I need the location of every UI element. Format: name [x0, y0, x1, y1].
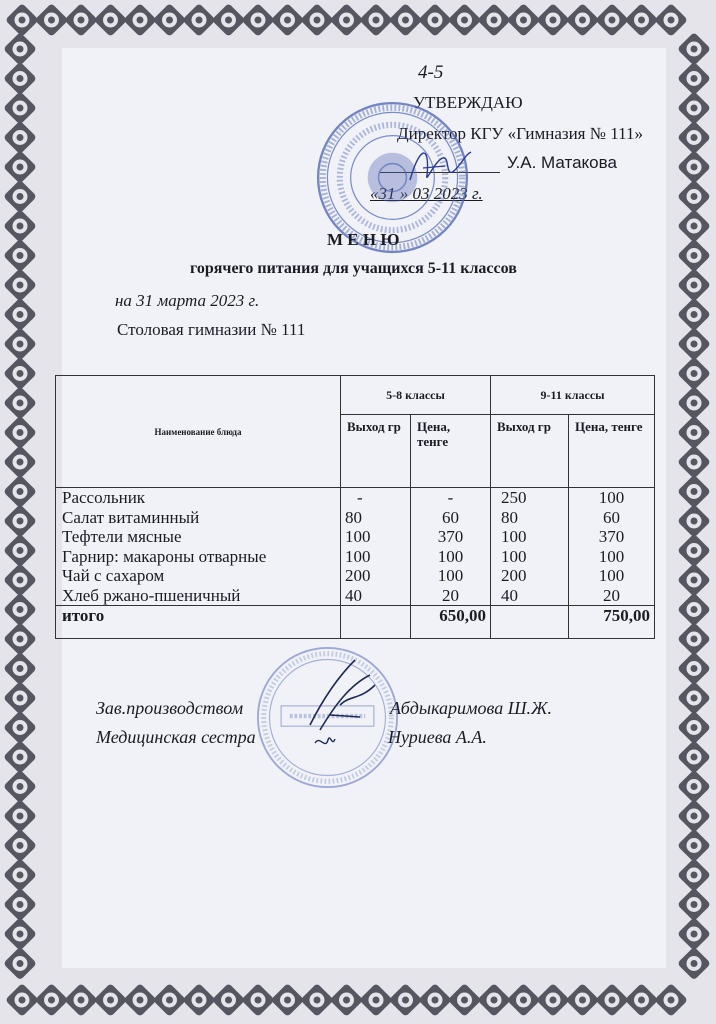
border-ornament [330, 3, 364, 37]
director-name: У.А. Матакова [507, 153, 617, 172]
border-ornament [241, 983, 275, 1017]
border-ornament [654, 3, 688, 37]
border-ornament [677, 652, 711, 686]
border-ornament [3, 563, 37, 597]
page-ref: 4-5 [418, 62, 444, 83]
border-ornament [3, 593, 37, 627]
border-ornament [625, 983, 659, 1017]
border-ornament [3, 740, 37, 774]
border-ornament [35, 983, 69, 1017]
border-ornament [418, 983, 452, 1017]
border-ornament [3, 475, 37, 509]
border-ornament [153, 3, 187, 37]
price-value: 20 [442, 585, 459, 605]
border-ornament [677, 62, 711, 96]
border-ornament [566, 3, 600, 37]
yield-value: 200 [501, 566, 527, 585]
dish-name: Гарнир: макароны отварные [62, 546, 267, 566]
border-ornament [677, 150, 711, 184]
border-ornament [300, 983, 334, 1017]
border-ornament [677, 770, 711, 804]
border-ornament [654, 983, 688, 1017]
border-ornament [677, 711, 711, 745]
border-ornament [677, 593, 711, 627]
border-ornament [3, 91, 37, 125]
border-ornament [3, 858, 37, 892]
border-ornament [212, 983, 246, 1017]
price-value: - [447, 488, 454, 507]
border-ornament [507, 983, 541, 1017]
border-ornament [448, 3, 482, 37]
border-ornament [677, 888, 711, 922]
border-ornament [677, 740, 711, 774]
dish-name: Рассольник [62, 488, 146, 507]
price-value: 60 [603, 507, 621, 527]
dish-names-cell [56, 488, 341, 606]
border-ornament [3, 298, 37, 332]
border-ornament [64, 3, 98, 37]
border-ornament [3, 622, 37, 656]
yield-value: 250 [501, 488, 527, 507]
dish-name: Салат витаминный [62, 507, 200, 527]
price-value: 20 [603, 585, 621, 605]
price-value: 370 [437, 527, 464, 546]
director-title: Директор КГУ «Гимназия № 111» [397, 124, 643, 143]
border-ornament [3, 504, 37, 538]
approve-label: УТВЕРЖДАЮ [413, 93, 523, 112]
yield-9-11-cell [491, 488, 569, 606]
border-ornament [271, 3, 305, 37]
border-ornament [677, 475, 711, 509]
page-title: М Е Н Ю [327, 230, 400, 249]
yield-value: 100 [345, 527, 371, 546]
border-ornament [94, 983, 128, 1017]
menu-date: на 31 марта 2023 г. [115, 291, 260, 310]
border-ornament [3, 770, 37, 804]
price-value: 370 [598, 527, 625, 546]
border-ornament [3, 416, 37, 450]
yield-value: 80 [501, 507, 519, 527]
border-ornament [3, 799, 37, 833]
price-5-8-cell [411, 488, 491, 606]
yield-5-8-cell [341, 488, 411, 606]
border-ornament [677, 32, 711, 66]
border-ornament [182, 983, 216, 1017]
yield-value: 100 [345, 546, 371, 566]
total-label: итого [56, 606, 341, 639]
border-ornament [677, 180, 711, 214]
border-ornament [3, 445, 37, 479]
border-ornament [182, 3, 216, 37]
border-ornament [35, 3, 69, 37]
price-value: 60 [442, 507, 459, 527]
border-ornament [677, 504, 711, 538]
role-nurse: Медицинская сестра [96, 727, 256, 747]
border-ornament [677, 917, 711, 951]
border-ornament [300, 3, 334, 37]
name-production-manager: Абдыкаримова Ш.Ж. [390, 698, 552, 718]
manager-signature [300, 655, 390, 755]
total-empty-cell [341, 606, 411, 639]
yield-value: - [357, 488, 363, 507]
border-ornament [3, 829, 37, 863]
border-ornament [536, 983, 570, 1017]
border-ornament [595, 983, 629, 1017]
border-ornament [677, 681, 711, 715]
border-ornament [677, 858, 711, 892]
border-ornament [241, 3, 275, 37]
border-ornament [677, 947, 711, 981]
price-value: 100 [598, 566, 625, 585]
border-ornament [3, 652, 37, 686]
name-nurse: Нуриева А.А. [388, 727, 487, 747]
border-ornament [94, 3, 128, 37]
border-ornament [359, 983, 393, 1017]
border-ornament [359, 3, 393, 37]
role-production-manager: Зав.производством [96, 698, 244, 718]
border-ornament [677, 268, 711, 302]
total-empty-cell [491, 606, 569, 639]
border-ornament [3, 150, 37, 184]
column-header-price: Цена, тенге [569, 415, 655, 488]
border-ornament [625, 3, 659, 37]
yield-value: 200 [345, 566, 371, 585]
border-ornament [3, 357, 37, 391]
border-ornament [389, 3, 423, 37]
border-ornament [3, 917, 37, 951]
dish-name: Тефтели мясные [62, 527, 182, 546]
border-ornament [477, 3, 511, 37]
border-ornament [677, 327, 711, 361]
total-5-8: 650,00 [411, 606, 491, 639]
border-ornament [3, 209, 37, 243]
price-9-11-cell [569, 488, 655, 606]
border-ornament [3, 681, 37, 715]
border-ornament [677, 445, 711, 479]
border-ornament [418, 3, 452, 37]
border-ornament [5, 983, 39, 1017]
price-value: 100 [437, 546, 464, 566]
border-ornament [677, 416, 711, 450]
border-ornament [677, 622, 711, 656]
dish-name: Чай с сахаром [62, 566, 165, 585]
price-value: 100 [598, 488, 625, 507]
border-ornament [677, 563, 711, 597]
border-ornament [677, 534, 711, 568]
border-ornament [507, 3, 541, 37]
yield-value: 100 [501, 527, 527, 546]
yield-value: 100 [501, 546, 527, 566]
dish-name: Хлеб ржано-пшеничный [62, 585, 241, 605]
border-ornament [677, 357, 711, 391]
border-ornament [536, 3, 570, 37]
price-value: 100 [437, 566, 464, 585]
column-header-yield: Выход гр [491, 415, 569, 488]
border-ornament [595, 3, 629, 37]
border-ornament [3, 534, 37, 568]
border-ornament [123, 983, 157, 1017]
border-ornament [3, 62, 37, 96]
border-ornament [448, 983, 482, 1017]
border-ornament [271, 983, 305, 1017]
yield-value: 40 [501, 585, 519, 605]
border-ornament [677, 829, 711, 863]
border-ornament [212, 3, 246, 37]
border-ornament [677, 386, 711, 420]
border-ornament [677, 209, 711, 243]
border-ornament [566, 983, 600, 1017]
approval-date: «31 » 03 2023 г. [370, 184, 483, 203]
border-ornament [64, 983, 98, 1017]
canteen-name: Столовая гимназии № 111 [117, 320, 306, 339]
border-ornament [677, 121, 711, 155]
border-ornament [3, 888, 37, 922]
menu-table [55, 375, 655, 639]
border-ornament [3, 32, 37, 66]
yield-value: 40 [345, 585, 362, 605]
column-group-5-8: 5-8 классы [341, 376, 491, 415]
border-ornament [330, 983, 364, 1017]
border-ornament [3, 180, 37, 214]
border-ornament [477, 983, 511, 1017]
border-ornament [3, 327, 37, 361]
border-ornament [677, 298, 711, 332]
column-header-dish: Наименование блюда [56, 376, 341, 488]
border-ornament [3, 121, 37, 155]
column-group-9-11: 9-11 классы [491, 376, 655, 415]
total-9-11: 750,00 [569, 606, 655, 639]
column-header-price: Цена, тенге [411, 415, 491, 488]
yield-value: 80 [345, 507, 362, 527]
border-ornament [3, 947, 37, 981]
director-signature [405, 140, 475, 190]
border-ornament [123, 3, 157, 37]
page-subtitle: горячего питания для учащихся 5-11 классов [190, 260, 517, 277]
border-ornament [677, 239, 711, 273]
border-ornament [677, 91, 711, 125]
border-ornament [3, 711, 37, 745]
border-ornament [677, 799, 711, 833]
price-value: 100 [598, 546, 625, 566]
border-ornament [3, 268, 37, 302]
border-ornament [389, 983, 423, 1017]
border-ornament [3, 386, 37, 420]
border-ornament [153, 983, 187, 1017]
column-header-yield: Выход гр [341, 415, 411, 488]
border-ornament [5, 3, 39, 37]
border-ornament [3, 239, 37, 273]
